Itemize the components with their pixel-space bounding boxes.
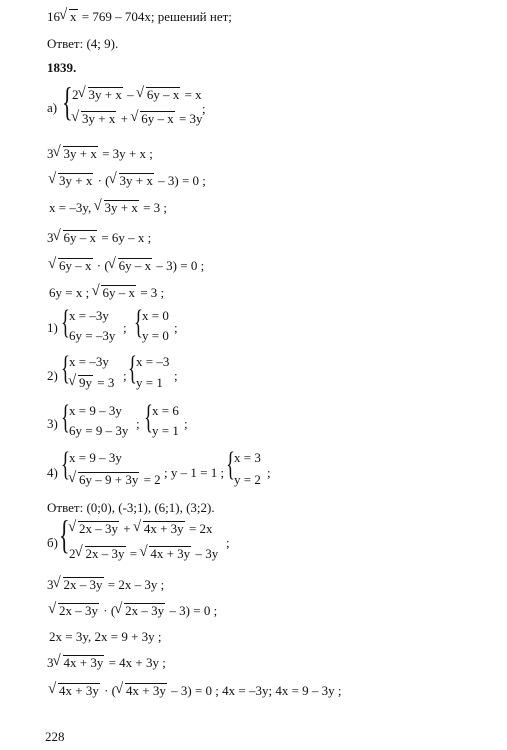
- sqrt: [116, 683, 167, 699]
- coef: 3: [47, 655, 54, 670]
- semicolon: ;: [202, 101, 206, 116]
- row-2: y = 1: [152, 423, 179, 438]
- text: x = –3y,: [49, 200, 95, 215]
- radicand: 3y + x: [59, 173, 93, 188]
- row-1: x = –3y: [69, 354, 109, 369]
- intermediate: ; y – 1 = 1 ;: [164, 465, 225, 480]
- rhs: = 3 ;: [139, 200, 168, 215]
- coef: 16: [47, 9, 60, 24]
- row-1: x = 3: [234, 450, 261, 465]
- step-a-4: [47, 230, 151, 246]
- sqrt: [49, 603, 99, 619]
- row-1: x = –3y: [69, 308, 109, 323]
- radicand: 2x – 3y: [85, 546, 125, 561]
- semicolon: ;: [174, 320, 178, 335]
- radicand: 2x – 3y: [79, 521, 118, 536]
- op: · (: [100, 683, 117, 698]
- semicolon: ;: [123, 320, 127, 335]
- step-b-1: [47, 577, 164, 593]
- coef: 2: [69, 546, 76, 561]
- semicolon: ;: [123, 368, 127, 383]
- sqrt: [115, 603, 165, 619]
- rhs: – 3y: [192, 546, 219, 561]
- brace: {: [61, 304, 70, 341]
- brace: {: [226, 446, 235, 483]
- sqrt: [69, 521, 119, 537]
- answer-previous: Ответ: (4; 9).: [47, 36, 119, 51]
- rhs: = 3 ;: [136, 285, 165, 300]
- part-a-label: а): [47, 100, 58, 115]
- step-b-3: 2x = 3y, 2x = 9 + 3y ;: [49, 629, 162, 644]
- radicand: 6y – x: [59, 258, 92, 273]
- sqrt: [69, 472, 139, 488]
- system-b-row-1: [69, 521, 213, 537]
- brace: {: [61, 446, 70, 483]
- brace: {: [62, 79, 73, 124]
- radicand: 2x – 3y: [63, 577, 103, 592]
- op: +: [120, 521, 134, 536]
- row-1: x = 0: [142, 308, 169, 323]
- step-b-5: [49, 683, 342, 699]
- rhs: – 3) = 0 ;: [153, 258, 205, 273]
- system-a-row-1: [72, 87, 202, 103]
- radicand: 2x – 3y: [59, 603, 98, 618]
- equation-line-1: [47, 9, 232, 25]
- radicand: 6y – x: [102, 285, 135, 300]
- step-a-3: [49, 200, 167, 216]
- radicand: 6y – x: [146, 87, 180, 102]
- row-2: 6y = –3y: [69, 328, 116, 343]
- sqrt: [137, 87, 181, 103]
- sqrt: [54, 230, 98, 246]
- brace: {: [61, 399, 70, 436]
- brace: {: [61, 350, 70, 387]
- rhs: – 3) = 0 ;: [166, 603, 218, 618]
- case-2-label: 2): [47, 368, 58, 383]
- row-2: y = 1: [136, 375, 163, 390]
- sqrt: [49, 683, 100, 699]
- sqrt: [134, 521, 185, 537]
- step-a-2: [49, 173, 206, 189]
- semicolon: ;: [267, 465, 271, 480]
- radicand: 3y + x: [63, 146, 97, 161]
- step-b-4: [47, 655, 166, 671]
- coef: 2: [72, 87, 79, 102]
- rhs: = 2x: [185, 521, 213, 536]
- sqrt: [131, 111, 175, 127]
- rhs: = 2x – 3y ;: [104, 577, 165, 592]
- brace: {: [134, 304, 143, 341]
- row-2: [69, 472, 161, 488]
- row-1: x = 6: [152, 403, 179, 418]
- radicand: 6y – 9 + 3y: [79, 472, 139, 487]
- radicand: 4x + 3y: [63, 655, 104, 670]
- page-number: 228: [45, 729, 65, 744]
- rhs: = 3y + x ;: [98, 146, 153, 161]
- rhs: = 2: [140, 472, 161, 487]
- semicolon: ;: [226, 535, 230, 550]
- op: –: [123, 87, 137, 102]
- row-2: y = 0: [142, 328, 169, 343]
- rhs: = x: [181, 87, 202, 102]
- step-a-6: [49, 285, 164, 301]
- coef: 3: [47, 146, 54, 161]
- op: · (: [100, 603, 116, 618]
- sqrt: [109, 258, 153, 274]
- step-b-2: [49, 603, 217, 619]
- op: · (: [94, 173, 110, 188]
- coef: 3: [47, 577, 54, 592]
- radicand: 4x + 3y: [150, 546, 191, 561]
- step-a-5: [49, 258, 204, 274]
- semicolon: ;: [184, 416, 188, 431]
- op: · (: [93, 258, 109, 273]
- row-1: x = 9 – 3y: [69, 403, 122, 418]
- radicand: 3y + x: [119, 173, 153, 188]
- radicand: 4x + 3y: [126, 683, 166, 698]
- row-2: 6y = 9 – 3y: [69, 423, 129, 438]
- radicand: 6y – x: [63, 230, 96, 245]
- radicand: 6y – x: [141, 111, 174, 126]
- rhs: = 3y: [175, 111, 203, 126]
- op: =: [126, 546, 141, 561]
- radicand: 4x + 3y: [59, 683, 99, 698]
- sqrt: [49, 173, 93, 189]
- step-a-1: [47, 146, 153, 162]
- system-a-row-2: [72, 111, 203, 127]
- radicand: 9y: [79, 375, 92, 390]
- case-4-label: 4): [47, 465, 58, 480]
- sqrt: [69, 375, 93, 391]
- sqrt: [60, 9, 78, 25]
- sqrt: [72, 111, 116, 127]
- case-3-label: 3): [47, 416, 58, 431]
- row-2: [69, 375, 114, 391]
- case-1-label: 1): [47, 320, 58, 335]
- radicand: 3y + x: [104, 200, 138, 215]
- radicand: x: [70, 9, 77, 24]
- rhs: – 3) = 0 ;: [154, 173, 206, 188]
- part-b-label: б): [47, 535, 58, 550]
- radicand: 2x – 3y: [125, 603, 165, 618]
- coef: 3: [47, 230, 54, 245]
- row-1: x = –3: [136, 354, 170, 369]
- radicand: 3y + x: [82, 111, 116, 126]
- semicolon: ;: [174, 368, 178, 383]
- sqrt: [95, 200, 139, 216]
- problem-number: 1839.: [47, 60, 77, 75]
- rhs: = 6y – x ;: [98, 230, 152, 245]
- row-2: y = 2: [234, 472, 261, 487]
- radicand: 6y – x: [118, 258, 152, 273]
- rhs: = 4x + 3y ;: [105, 655, 166, 670]
- brace: {: [59, 512, 70, 557]
- sqrt: [54, 146, 98, 162]
- answer-a: Ответ: (0;0), (-3;1), (6;1), (3;2).: [47, 500, 215, 515]
- brace: {: [128, 350, 137, 387]
- sqrt: [54, 577, 104, 593]
- rhs: = 3: [94, 375, 115, 390]
- sqrt: [79, 87, 123, 103]
- radicand: 4x + 3y: [143, 521, 184, 536]
- sqrt: [49, 258, 93, 274]
- system-b-row-2: [69, 546, 218, 562]
- sqrt: [110, 173, 154, 189]
- text: 6y = x ;: [49, 285, 93, 300]
- sqrt: [54, 655, 105, 671]
- text: = 769 – 704x; решений нет;: [78, 9, 232, 24]
- radicand: 3y + x: [88, 87, 122, 102]
- sqrt: [76, 546, 126, 562]
- semicolon: ;: [136, 416, 140, 431]
- brace: {: [144, 399, 153, 436]
- rhs: – 3) = 0 ; 4x = –3y; 4x = 9 – 3y ;: [167, 683, 342, 698]
- op: +: [117, 111, 132, 126]
- row-1: x = 9 – 3y: [69, 450, 122, 465]
- sqrt: [140, 546, 191, 562]
- sqrt: [92, 285, 136, 301]
